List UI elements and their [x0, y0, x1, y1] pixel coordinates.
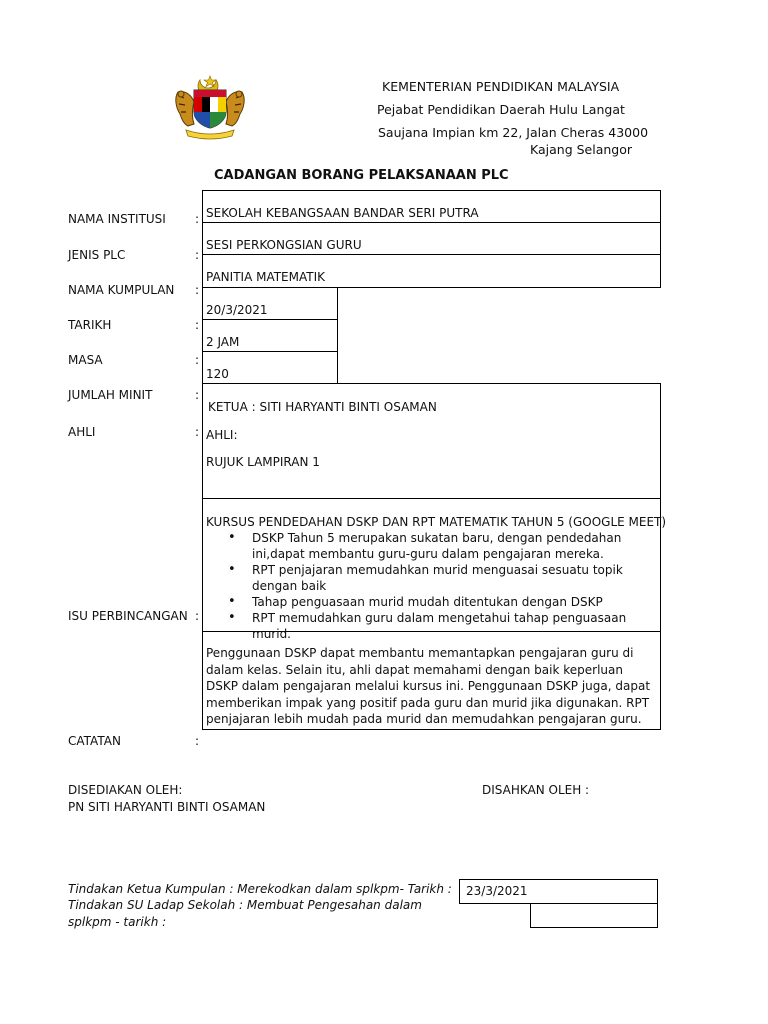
list-item: • RPT penjajaran memudahkan murid menguasai sesuatu topik dengan baik [252, 562, 656, 594]
value-ketua: KETUA : SITI HARYANTI BINTI OSAMAN [208, 400, 437, 414]
label-masa: MASA [68, 353, 103, 367]
list-item: • RPT memudahkan guru dalam mengetahui tahap penguasaan murid. [252, 610, 656, 642]
ministry-name: KEMENTERIAN PENDIDIKAN MALAYSIA [382, 79, 620, 94]
label-jenis-plc: JENIS PLC [68, 248, 126, 262]
label-tarikh: TARIKH [68, 318, 112, 332]
isu-content [206, 514, 667, 642]
label-nama-kumpulan: NAMA KUMPULAN [68, 283, 175, 297]
colon: : [195, 318, 200, 332]
value-masa: 2 JAM [206, 335, 240, 349]
form-title: CADANGAN BORANG PELAKSANAAN PLC [214, 168, 509, 183]
tindakan-ketua: Tindakan Ketua Kumpulan : Merekodkan dalam splkpm- Tarikh : [68, 882, 452, 896]
tindakan-ketua-date: 23/3/2021 [466, 884, 528, 898]
office-name: Pejabat Pendidikan Daerah Hulu Langat [377, 102, 625, 117]
value-jumlah-minit: 120 [206, 367, 229, 381]
colon: : [195, 609, 200, 623]
list-item: • DSKP Tahun 5 merupakan sukatan baru, dengan pendedahan ini,dapat membantu guru-guru dalam pengajaran mereka. [252, 530, 656, 562]
label-jumlah-minit: JUMLAH MINIT [68, 388, 153, 402]
colon: : [195, 212, 200, 226]
colon: : [195, 425, 200, 439]
disediakan-label: DISEDIAKAN OLEH: [68, 783, 183, 797]
isu-heading: KURSUS PENDEDAHAN DSKP DAN RPT MATEMATIK TAHUN 5 (GOOGLE MEET) [206, 515, 667, 529]
malaysia-coat-of-arms-icon [170, 74, 250, 140]
disahkan-label: DISAHKAN OLEH : [482, 783, 590, 797]
tindakan-su-line2: splkpm - tarikh : [68, 915, 167, 929]
office-address: Saujana Impian km 22, Jalan Cheras 43000 [378, 125, 649, 140]
value-rujuk: RUJUK LAMPIRAN 1 [206, 455, 320, 469]
colon: : [195, 388, 200, 402]
label-nama-institusi: NAMA INSTITUSI [68, 212, 166, 226]
value-nama-kumpulan: PANITIA MATEMATIK [206, 270, 325, 284]
tindakan-su-date-box [530, 903, 658, 928]
colon: : [195, 353, 200, 367]
label-ahli: AHLI [68, 425, 96, 439]
isu-bullet-list [206, 530, 656, 642]
office-city: Kajang Selangor [530, 142, 633, 157]
value-jenis-plc: SESI PERKONGSIAN GURU [206, 238, 362, 252]
list-item: • Tahap penguasaan murid mudah ditentukan dengan DSKP [252, 594, 656, 610]
value-nama-institusi: SEKOLAH KEBANGSAAN BANDAR SERI PUTRA [206, 206, 479, 220]
tindakan-su-line1: Tindakan SU Ladap Sekolah : Membuat Pengesahan dalam [68, 898, 422, 912]
label-catatan: CATATAN [68, 734, 121, 748]
catatan-text: Penggunaan DSKP dapat membantu memantapkan pengajaran guru di dalam kelas. Selain itu, ahli dapat memahami dengan baik keperluan DSKP dalam pengajaran melalui kursus ini. Penggunaan DSKP juga, dapat memberikan impak yang positif pada guru dan murid jika digunakan. RPT penjajaran lebih mudah pada murid dan memudahkan pengajaran guru. [206, 646, 651, 726]
disediakan-name: PN SITI HARYANTI BINTI OSAMAN [68, 800, 266, 814]
value-ahli: AHLI: [206, 428, 238, 442]
colon: : [195, 734, 200, 748]
colon: : [195, 283, 200, 297]
colon: : [195, 248, 200, 262]
label-isu-perbincangan: ISU PERBINCANGAN [68, 609, 188, 623]
value-tarikh: 20/3/2021 [206, 303, 268, 317]
